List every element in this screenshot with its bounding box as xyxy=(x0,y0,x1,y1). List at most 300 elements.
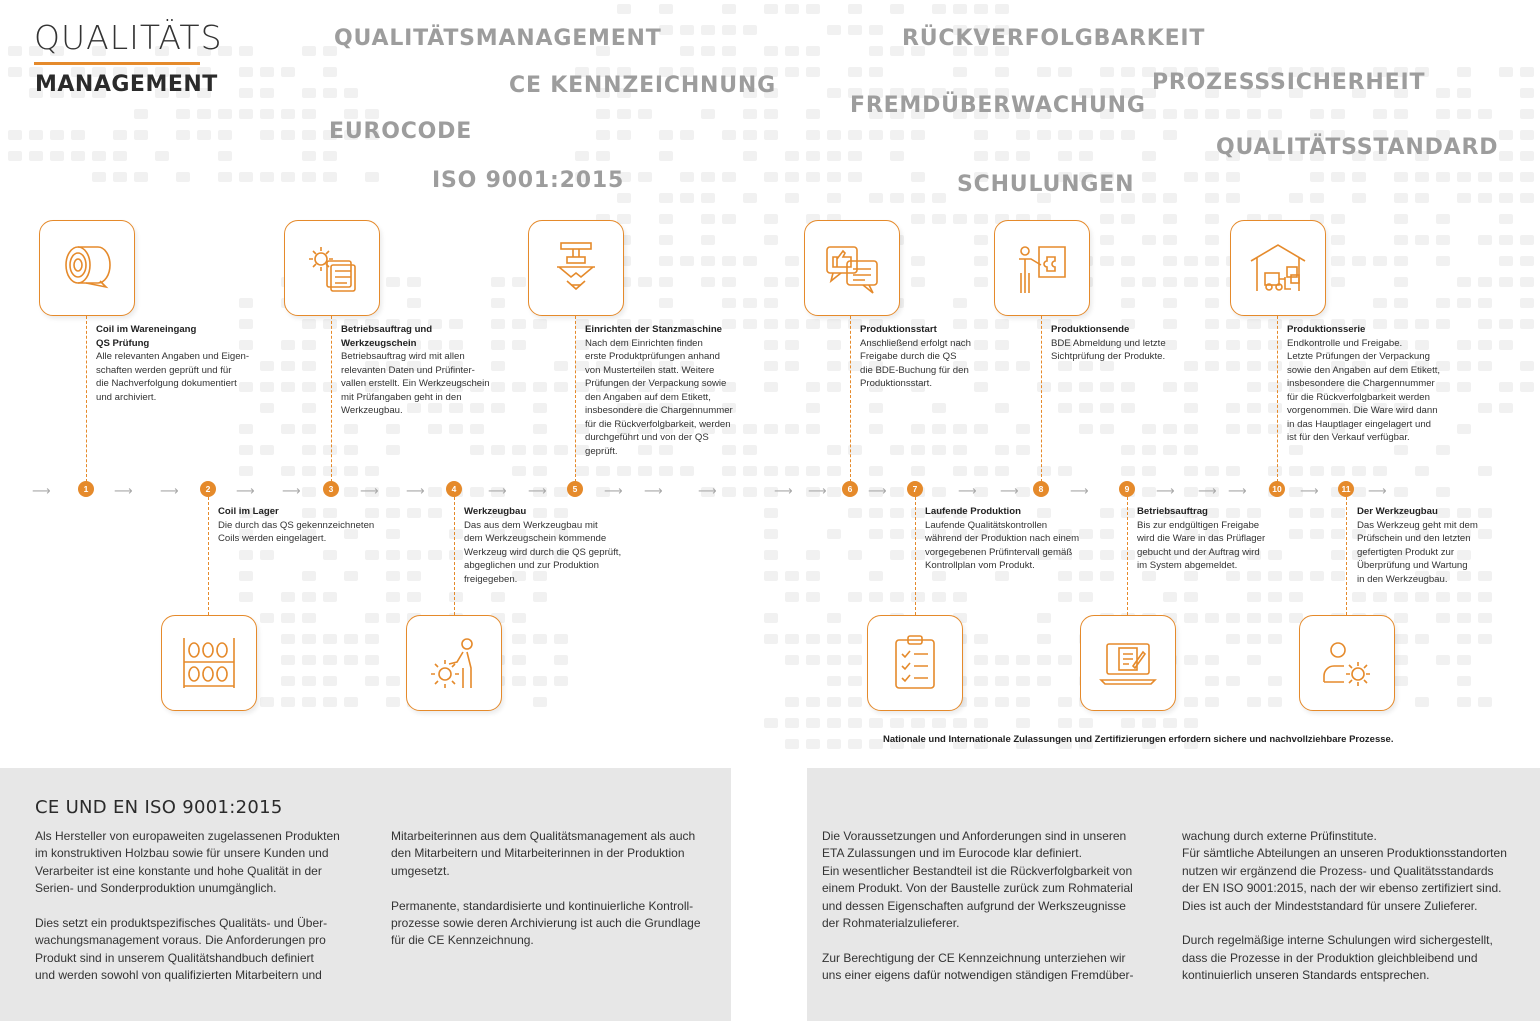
background-dot xyxy=(869,130,883,140)
background-dot xyxy=(974,151,988,161)
background-dot xyxy=(344,466,358,476)
background-dot xyxy=(218,151,232,161)
background-dot xyxy=(281,361,295,371)
background-dot xyxy=(323,319,337,329)
background-dot xyxy=(1226,172,1240,182)
background-dot xyxy=(806,424,820,434)
background-dot xyxy=(1331,214,1345,224)
background-dot xyxy=(1037,634,1051,644)
background-dot xyxy=(764,109,778,119)
background-dot xyxy=(1331,277,1345,287)
background-dot xyxy=(764,634,778,644)
background-dot xyxy=(953,718,967,728)
background-dot xyxy=(806,697,820,707)
timeline-arrow-icon: ⟶ xyxy=(1228,483,1247,498)
background-dot xyxy=(974,130,988,140)
background-dot xyxy=(701,193,715,203)
background-dot xyxy=(659,214,673,224)
step-6-heading: Produktionsstart xyxy=(860,324,937,335)
background-dot xyxy=(1142,424,1156,434)
timeline-arrow-icon: ⟶ xyxy=(32,483,51,498)
background-dot xyxy=(1226,340,1240,350)
background-dot xyxy=(1163,592,1177,602)
background-dot xyxy=(218,172,232,182)
background-dot xyxy=(869,718,883,728)
background-dot xyxy=(848,130,862,140)
timeline-arrow-icon: ⟶ xyxy=(528,483,547,498)
background-dot xyxy=(323,676,337,686)
background-dot xyxy=(1394,634,1408,644)
background-dot xyxy=(491,592,505,602)
background-dot xyxy=(1499,193,1513,203)
step-number-11: 11 xyxy=(1338,481,1354,497)
background-dot xyxy=(974,634,988,644)
background-dot xyxy=(1205,277,1219,287)
background-dot xyxy=(995,4,1009,14)
background-dot xyxy=(386,550,400,560)
background-dot xyxy=(554,655,568,665)
background-dot xyxy=(1184,445,1198,455)
timeline-arrow-icon: ⟶ xyxy=(406,483,425,498)
background-dot xyxy=(1352,256,1366,266)
connector-line-1 xyxy=(86,316,87,482)
background-dot xyxy=(764,277,778,287)
step-number-4: 4 xyxy=(446,481,462,497)
background-dot xyxy=(1394,256,1408,266)
background-dot xyxy=(995,676,1009,686)
background-dot xyxy=(218,109,232,119)
timeline-arrow-icon: ⟶ xyxy=(488,483,507,498)
background-dot xyxy=(323,151,337,161)
background-dot xyxy=(407,571,421,581)
background-dot xyxy=(1100,214,1114,224)
background-dot xyxy=(1394,235,1408,245)
background-dot xyxy=(806,172,820,182)
background-dot xyxy=(407,508,421,518)
background-dot xyxy=(827,487,841,497)
background-dot xyxy=(1184,382,1198,392)
background-dot xyxy=(827,340,841,350)
background-dot xyxy=(995,466,1009,476)
background-dot xyxy=(512,277,526,287)
background-dot xyxy=(596,466,610,476)
background-dot xyxy=(407,592,421,602)
background-dot xyxy=(1331,109,1345,119)
background-dot xyxy=(1058,382,1072,392)
background-dot xyxy=(1268,109,1282,119)
background-dot xyxy=(1478,193,1492,203)
connector-line-5 xyxy=(575,316,576,482)
timeline-arrow-icon: ⟶ xyxy=(160,483,179,498)
background-dot xyxy=(680,25,694,35)
background-dot xyxy=(659,466,673,476)
background-dot xyxy=(1268,466,1282,476)
background-dot xyxy=(365,550,379,560)
background-dot xyxy=(764,319,778,329)
background-dot xyxy=(1268,403,1282,413)
background-dot xyxy=(1310,508,1324,518)
background-dot xyxy=(512,466,526,476)
timeline-arrow-icon: ⟶ xyxy=(644,483,663,498)
background-dot xyxy=(491,445,505,455)
background-dot xyxy=(1268,592,1282,602)
timeline-arrow-icon: ⟶ xyxy=(114,483,133,498)
background-dot xyxy=(953,424,967,434)
background-dot xyxy=(1394,214,1408,224)
step-number-9: 9 xyxy=(1119,481,1135,497)
background-dot xyxy=(1478,340,1492,350)
background-dot xyxy=(344,88,358,98)
background-dot xyxy=(743,256,757,266)
background-dot xyxy=(785,193,799,203)
background-dot xyxy=(407,298,421,308)
step-4-heading: Werkzeugbau xyxy=(464,506,527,517)
background-dot xyxy=(386,592,400,602)
background-dot xyxy=(848,151,862,161)
timeline-arrow-icon: ⟶ xyxy=(1000,483,1019,498)
background-dot xyxy=(1226,361,1240,371)
background-dot xyxy=(1478,109,1492,119)
background-dot xyxy=(533,445,547,455)
background-dot xyxy=(911,214,925,224)
background-dot xyxy=(1436,109,1450,119)
background-dot xyxy=(1100,67,1114,77)
background-dot xyxy=(974,655,988,665)
background-dot xyxy=(1520,361,1534,371)
background-dot xyxy=(302,571,316,581)
background-dot xyxy=(1268,424,1282,434)
background-dot xyxy=(365,613,379,623)
step-5-icon-box xyxy=(528,220,624,316)
background-dot xyxy=(1142,487,1156,497)
background-dot xyxy=(1205,193,1219,203)
background-dot xyxy=(575,151,589,161)
background-dot xyxy=(533,466,547,476)
background-dot xyxy=(1499,130,1513,140)
background-dot xyxy=(1079,718,1093,728)
background-dot xyxy=(1121,445,1135,455)
background-dot xyxy=(617,109,631,119)
background-dot xyxy=(554,445,568,455)
coil-icon xyxy=(56,237,118,299)
background-dot xyxy=(1226,109,1240,119)
background-dot xyxy=(869,571,883,581)
background-dot xyxy=(281,109,295,119)
timeline-arrow-icon: ⟶ xyxy=(282,483,301,498)
background-dot xyxy=(869,25,883,35)
section-paragraph-4: wachung durch externe Prüfinstitute. Für sämtliche Abteilungen an unseren Produktionsstandorten nutzen wir ergänzend die Prozess- und Qualitätsstandards der EN ISO 9001:2015, nach der wir ebenso zertifiziert sind. Dies ist auch der Mindeststandard für unsere Zulieferer. Durch regelmäßige interne Schulungen wird sichergestellt, dass die Prozesse in der Produktion gleichbleibend und kontinuierlich unseren Standards entsprechen. xyxy=(1182,829,1507,983)
background-dot xyxy=(953,67,967,77)
background-dot xyxy=(995,697,1009,707)
background-dot xyxy=(1478,172,1492,182)
background-dot xyxy=(1226,403,1240,413)
background-dot xyxy=(554,634,568,644)
background-dot xyxy=(722,214,736,224)
background-dot xyxy=(1520,67,1534,77)
background-dot xyxy=(1184,466,1198,476)
background-dot xyxy=(323,67,337,77)
background-dot xyxy=(827,445,841,455)
background-dot xyxy=(911,592,925,602)
background-dot xyxy=(680,130,694,140)
background-dot xyxy=(785,361,799,371)
keyword-prozesssicherheit: PROZESSSICHERHEIT xyxy=(1152,70,1426,95)
background-dot xyxy=(302,487,316,497)
background-dot xyxy=(302,361,316,371)
background-dot xyxy=(890,718,904,728)
background-dot xyxy=(827,193,841,203)
background-dot xyxy=(1457,172,1471,182)
step-3-body: Betriebsauftrag wird mit allen relevanten Daten und Prüfinter- vallen erstellt. Ein Werkzeugschein mit Prüfangaben geht in den Werkzeugbau. xyxy=(341,351,490,416)
background-dot xyxy=(932,592,946,602)
background-dot xyxy=(890,508,904,518)
background-dot xyxy=(974,676,988,686)
background-dot xyxy=(197,130,211,140)
background-dot xyxy=(1163,277,1177,287)
background-dot xyxy=(911,508,925,518)
background-dot xyxy=(785,67,799,77)
background-dot xyxy=(1037,67,1051,77)
background-dot xyxy=(1478,592,1492,602)
background-dot xyxy=(533,319,547,329)
background-dot xyxy=(1331,235,1345,245)
background-dot xyxy=(785,697,799,707)
background-dot xyxy=(848,739,862,749)
background-dot xyxy=(1268,319,1282,329)
background-dot xyxy=(1478,277,1492,287)
background-dot xyxy=(764,361,778,371)
background-dot xyxy=(386,676,400,686)
background-dot xyxy=(1394,655,1408,665)
background-dot xyxy=(764,382,778,392)
background-dot xyxy=(1079,403,1093,413)
background-dot xyxy=(428,424,442,434)
background-dot xyxy=(1520,256,1534,266)
step-11-heading: Der Werkzeugbau xyxy=(1357,506,1438,517)
background-dot xyxy=(806,67,820,77)
timeline-arrow-icon: ⟶ xyxy=(808,483,827,498)
background-dot xyxy=(1247,403,1261,413)
background-dot xyxy=(680,172,694,182)
background-dot xyxy=(1163,424,1177,434)
background-dot xyxy=(764,466,778,476)
background-dot xyxy=(1163,382,1177,392)
step-5-body: Nach dem Einrichten finden erste Produktprüfungen anhand von Musterteilen statt. Weitere Prüfungen der Verpackung sowie den Angaben auf dem Etikett, insbesondere die Chargennummer für die Rückverfolgbarkeit, werden durchgeführt und von der QS geprüft. xyxy=(585,337,733,457)
background-dot xyxy=(722,256,736,266)
background-dot xyxy=(1373,466,1387,476)
step-4-text xyxy=(464,505,644,586)
background-dot xyxy=(1436,88,1450,98)
background-dot xyxy=(764,4,778,14)
background-dot xyxy=(974,256,988,266)
background-dot xyxy=(1394,277,1408,287)
background-dot xyxy=(932,4,946,14)
background-dot xyxy=(1163,109,1177,119)
background-dot xyxy=(890,4,904,14)
background-dot xyxy=(1037,655,1051,665)
background-dot xyxy=(512,676,526,686)
step-8-icon-box xyxy=(994,220,1090,316)
background-dot xyxy=(1226,634,1240,644)
timeline-arrow-icon: ⟶ xyxy=(1156,483,1175,498)
step-6-icon-box xyxy=(804,220,900,316)
background-dot xyxy=(1268,634,1282,644)
background-dot xyxy=(1247,613,1261,623)
background-dot xyxy=(848,655,862,665)
background-dot xyxy=(995,403,1009,413)
background-dot xyxy=(1058,151,1072,161)
press-machine-icon xyxy=(545,237,607,299)
background-dot xyxy=(617,4,631,14)
background-dot xyxy=(1247,340,1261,350)
background-dot xyxy=(1520,277,1534,287)
background-dot xyxy=(785,151,799,161)
background-dot xyxy=(1247,424,1261,434)
background-dot xyxy=(1478,403,1492,413)
background-dot xyxy=(1184,277,1198,287)
background-dot xyxy=(491,298,505,308)
background-dot xyxy=(1079,424,1093,434)
background-dot xyxy=(722,487,736,497)
background-dot xyxy=(974,235,988,245)
keyword-iso: ISO 9001:2015 xyxy=(432,168,625,193)
background-dot xyxy=(1247,655,1261,665)
background-dot xyxy=(1205,697,1219,707)
background-dot xyxy=(449,550,463,560)
background-dot xyxy=(806,655,820,665)
background-dot xyxy=(1184,424,1198,434)
background-dot xyxy=(302,634,316,644)
background-dot xyxy=(113,151,127,161)
background-dot xyxy=(1457,676,1471,686)
background-dot xyxy=(1268,676,1282,686)
background-dot xyxy=(1016,151,1030,161)
background-dot xyxy=(1163,445,1177,455)
background-dot xyxy=(302,445,316,455)
step-number-3: 3 xyxy=(323,481,339,497)
connector-line-8 xyxy=(1041,316,1042,482)
background-dot xyxy=(281,382,295,392)
title-underline xyxy=(34,62,200,65)
background-dot xyxy=(785,319,799,329)
background-dot xyxy=(1436,655,1450,665)
background-dot xyxy=(785,46,799,56)
background-dot xyxy=(827,130,841,140)
background-dot xyxy=(512,613,526,623)
background-dot xyxy=(701,109,715,119)
connector-line-7 xyxy=(915,497,916,615)
background-dot xyxy=(1247,592,1261,602)
background-dot xyxy=(1520,298,1534,308)
background-dot xyxy=(1205,214,1219,224)
timeline-arrow-icon: ⟶ xyxy=(360,483,379,498)
step-6-text xyxy=(860,323,1030,391)
background-dot xyxy=(302,613,316,623)
background-dot xyxy=(1478,466,1492,476)
background-dot xyxy=(911,424,925,434)
background-dot xyxy=(995,571,1009,581)
connector-line-11 xyxy=(1346,497,1347,615)
background-dot xyxy=(281,130,295,140)
background-dot xyxy=(1247,571,1261,581)
background-dot xyxy=(554,382,568,392)
background-dot xyxy=(1289,571,1303,581)
background-dot xyxy=(1142,466,1156,476)
background-dot xyxy=(1352,466,1366,476)
background-dot xyxy=(1100,256,1114,266)
background-dot xyxy=(848,4,862,14)
background-dot xyxy=(134,109,148,119)
step-8-body: BDE Abmeldung und letzte Sichtprüfung der Produkte. xyxy=(1051,337,1166,362)
connector-line-6 xyxy=(850,316,851,482)
background-dot xyxy=(134,130,148,140)
background-dot xyxy=(1457,613,1471,623)
background-dot xyxy=(806,382,820,392)
section-paragraph-1: Als Hersteller von europaweiten zugelassenen Produkten im konstruktiven Holzbau sowie für unsere Kunden und Verarbeiter ist eine konstante und hohe Qualität in der Serien- und Sonderproduktion unumgänglich. Dies setzt ein produktspezifisches Qualitäts- und Über- wachungsmanagement voraus. Die Anforderungen pro Produkt sind in unserem Qualitätshandbuch definiert und werden sowohl von qualifizierten Mitarbeitern und xyxy=(35,829,340,983)
background-dot xyxy=(302,403,316,413)
background-dot xyxy=(8,151,22,161)
background-dot xyxy=(1310,109,1324,119)
background-dot xyxy=(50,130,64,140)
background-dot xyxy=(680,193,694,203)
background-dot xyxy=(1205,298,1219,308)
background-dot xyxy=(722,298,736,308)
background-dot xyxy=(1331,466,1345,476)
background-dot xyxy=(260,67,274,77)
background-dot xyxy=(1499,256,1513,266)
step-10-text xyxy=(1287,323,1467,445)
background-dot xyxy=(1499,172,1513,182)
background-dot xyxy=(302,424,316,434)
background-dot xyxy=(1247,697,1261,707)
background-dot xyxy=(512,634,526,644)
step-5-heading: Einrichten der Stanzmaschine xyxy=(585,324,723,335)
background-dot xyxy=(1436,235,1450,245)
background-dot xyxy=(302,340,316,350)
background-dot xyxy=(1184,172,1198,182)
background-dot xyxy=(302,319,316,329)
background-dot xyxy=(344,634,358,644)
background-dot xyxy=(533,424,547,434)
background-dot xyxy=(1268,613,1282,623)
background-dot xyxy=(302,109,316,119)
step-2-heading: Coil im Lager xyxy=(218,506,279,517)
background-dot xyxy=(806,109,820,119)
background-dot xyxy=(1058,592,1072,602)
background-dot xyxy=(764,613,778,623)
background-dot xyxy=(302,592,316,602)
background-dot xyxy=(827,697,841,707)
background-dot xyxy=(323,697,337,707)
background-dot xyxy=(659,193,673,203)
background-dot xyxy=(1478,361,1492,371)
background-dot xyxy=(1121,466,1135,476)
background-dot xyxy=(302,172,316,182)
background-dot xyxy=(848,508,862,518)
background-dot xyxy=(911,529,925,539)
background-dot xyxy=(1142,571,1156,581)
background-dot xyxy=(596,151,610,161)
gear-document-icon xyxy=(301,237,363,299)
background-dot xyxy=(1058,67,1072,77)
background-dot xyxy=(1268,361,1282,371)
background-dot xyxy=(848,550,862,560)
background-dot xyxy=(1163,214,1177,224)
background-dot xyxy=(1436,256,1450,266)
background-dot xyxy=(1184,571,1198,581)
background-dot xyxy=(533,634,547,644)
background-dot xyxy=(533,676,547,686)
